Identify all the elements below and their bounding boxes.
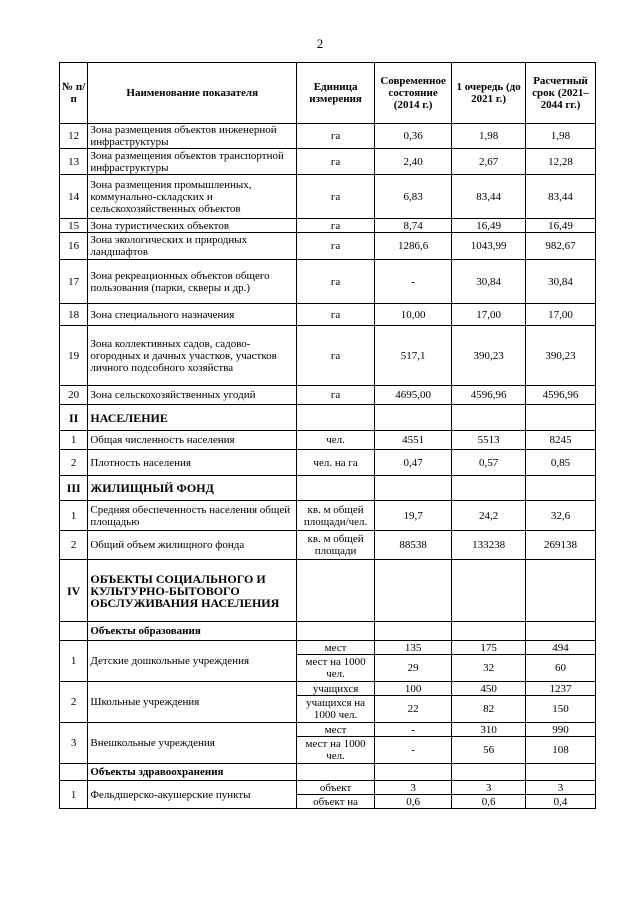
row-unit: чел. [297,431,375,450]
row-current: 4695,00 [375,386,452,405]
row-calc: 8245 [526,431,596,450]
row-name: Внешкольные учреждения [88,723,297,764]
row-unit: учащихся [297,682,375,696]
row-name: Общий объем жилищного фонда [88,531,297,560]
row-calc: 12,28 [526,149,596,175]
table-row [60,531,596,560]
row-first: 175 [452,641,526,655]
row-first: 310 [452,723,526,737]
row-current: 0,6 [375,795,452,809]
row-current: 88538 [375,531,452,560]
row-calc: 0,4 [526,795,596,809]
row-num: 18 [60,304,88,326]
row-first: 390,23 [452,326,526,386]
header-num: № п/п [60,63,88,124]
row-unit: чел. на га [297,450,375,476]
row-first: 450 [452,682,526,696]
table-row [60,450,596,476]
row-first: 32 [452,655,526,682]
row-unit: га [297,124,375,149]
row-calc: 4596,96 [526,386,596,405]
row-unit: кв. м общей площади/чел. [297,501,375,531]
row-current: 135 [375,641,452,655]
row-current: 4551 [375,431,452,450]
row-num: 20 [60,386,88,405]
row-first: 0,57 [452,450,526,476]
row-num: 17 [60,260,88,304]
row-current: 6,83 [375,175,452,219]
table-row [60,175,596,219]
section-row [60,476,596,501]
row-first: 5513 [452,431,526,450]
row-first: 83,44 [452,175,526,219]
row-unit: га [297,175,375,219]
row-calc: 982,67 [526,233,596,260]
row-unit: мест [297,723,375,737]
header-unit: Единица измерения [297,63,375,124]
subsection-row [60,764,596,781]
row-num: 15 [60,219,88,233]
table-row [60,260,596,304]
row-first: 2,67 [452,149,526,175]
table-header-row [60,63,596,124]
row-calc: 390,23 [526,326,596,386]
row-first: 82 [452,696,526,723]
page-number: 2 [316,36,324,51]
subsection-row [60,622,596,641]
row-num: 3 [60,723,88,764]
row-name: Зона туристических объектов [88,219,297,233]
row-current: 100 [375,682,452,696]
row-current: 0,47 [375,450,452,476]
header-name: Наименование показателя [88,63,297,124]
row-first: 1043,99 [452,233,526,260]
row-calc: 16,49 [526,219,596,233]
row-num: 1 [60,641,88,682]
row-num: 19 [60,326,88,386]
row-current: 10,00 [375,304,452,326]
subsection-title: Объекты здравоохранения [88,764,297,781]
table-row [60,326,596,386]
table-row [60,682,596,696]
row-name: Зона специального назначения [88,304,297,326]
row-current: 3 [375,781,452,795]
row-calc: 108 [526,737,596,764]
row-unit: учащихся на 1000 чел. [297,696,375,723]
row-name: Зона коллективных садов, садово-огородных и дачных участков, участков личного подсобного хозяйства [88,326,297,386]
header-current: Современное состояние (2014 г.) [375,63,452,124]
table-row [60,233,596,260]
table-row [60,723,596,737]
section-title: ОБЪЕКТЫ СОЦИАЛЬНОГО И КУЛЬТУРНО-БЫТОВОГО ОБСЛУЖИВАНИЯ НАСЕЛЕНИЯ [88,560,297,622]
row-unit: га [297,326,375,386]
table-row [60,304,596,326]
indicators-table [59,62,596,809]
row-unit: га [297,386,375,405]
row-current: - [375,723,452,737]
row-calc: 32,6 [526,501,596,531]
table-row [60,386,596,405]
row-num: 14 [60,175,88,219]
row-calc: 17,00 [526,304,596,326]
row-first: 133238 [452,531,526,560]
row-calc: 3 [526,781,596,795]
table-row [60,641,596,655]
row-current: - [375,737,452,764]
row-num: 1 [60,501,88,531]
table-row [60,431,596,450]
row-calc: 30,84 [526,260,596,304]
row-name: Зона экологических и природных ландшафтов [88,233,297,260]
row-current: 0,36 [375,124,452,149]
row-name: Зона сельскохозяйственных угодий [88,386,297,405]
row-calc: 1237 [526,682,596,696]
row-name: Зона размещения объектов транспортной инфраструктуры [88,149,297,175]
section-num: II [60,405,88,431]
row-current: - [375,260,452,304]
header-calc-term: Расчетный срок (2021–2044 гг.) [526,63,596,124]
row-calc: 83,44 [526,175,596,219]
header-first-stage: 1 очередь (до 2021 г.) [452,63,526,124]
row-name: Зона размещения объектов инженерной инфраструктуры [88,124,297,149]
row-first: 0,6 [452,795,526,809]
row-current: 19,7 [375,501,452,531]
row-num: 2 [60,450,88,476]
section-title: НАСЕЛЕНИЕ [88,405,297,431]
row-unit: га [297,260,375,304]
row-current: 22 [375,696,452,723]
row-name: Зона рекреационных объектов общего пользования (парки, скверы и др.) [88,260,297,304]
section-row [60,560,596,622]
row-first: 24,2 [452,501,526,531]
row-first: 3 [452,781,526,795]
row-current: 517,1 [375,326,452,386]
row-first: 17,00 [452,304,526,326]
row-current: 29 [375,655,452,682]
row-num: 2 [60,682,88,723]
row-current: 2,40 [375,149,452,175]
row-unit: кв. м общей площади [297,531,375,560]
table-row [60,219,596,233]
row-unit: мест на 1000 чел. [297,737,375,764]
row-name: Зона размещения промышленных, коммунально-складских и сельскохозяйственных объектов [88,175,297,219]
row-calc: 990 [526,723,596,737]
row-unit: объект [297,781,375,795]
row-unit: га [297,149,375,175]
row-calc: 494 [526,641,596,655]
row-name: Общая численность населения [88,431,297,450]
row-num: 13 [60,149,88,175]
row-num: 12 [60,124,88,149]
row-current: 8,74 [375,219,452,233]
row-num: 1 [60,781,88,809]
row-name: Фельдшерско-акушерские пункты [88,781,297,809]
row-calc: 60 [526,655,596,682]
row-name: Школьные учреждения [88,682,297,723]
row-name: Детские дошкольные учреждения [88,641,297,682]
row-unit: мест [297,641,375,655]
table-row [60,124,596,149]
row-calc: 0,85 [526,450,596,476]
row-num: 16 [60,233,88,260]
section-num: III [60,476,88,501]
row-calc: 150 [526,696,596,723]
row-current: 1286,6 [375,233,452,260]
row-unit: объект на [297,795,375,809]
row-first: 4596,96 [452,386,526,405]
row-num: 1 [60,431,88,450]
table-row [60,781,596,795]
subsection-title: Объекты образования [88,622,297,641]
table-row [60,501,596,531]
table-row [60,149,596,175]
row-unit: га [297,304,375,326]
row-first: 56 [452,737,526,764]
row-name: Плотность населения [88,450,297,476]
row-calc: 1,98 [526,124,596,149]
section-num: IV [60,560,88,622]
row-first: 16,49 [452,219,526,233]
row-num: 2 [60,531,88,560]
row-first: 30,84 [452,260,526,304]
row-unit: га [297,219,375,233]
row-unit: мест на 1000 чел. [297,655,375,682]
row-name: Средняя обеспеченность населения общей площадью [88,501,297,531]
row-unit: га [297,233,375,260]
row-first: 1,98 [452,124,526,149]
section-row [60,405,596,431]
row-calc: 269138 [526,531,596,560]
section-title: ЖИЛИЩНЫЙ ФОНД [88,476,297,501]
